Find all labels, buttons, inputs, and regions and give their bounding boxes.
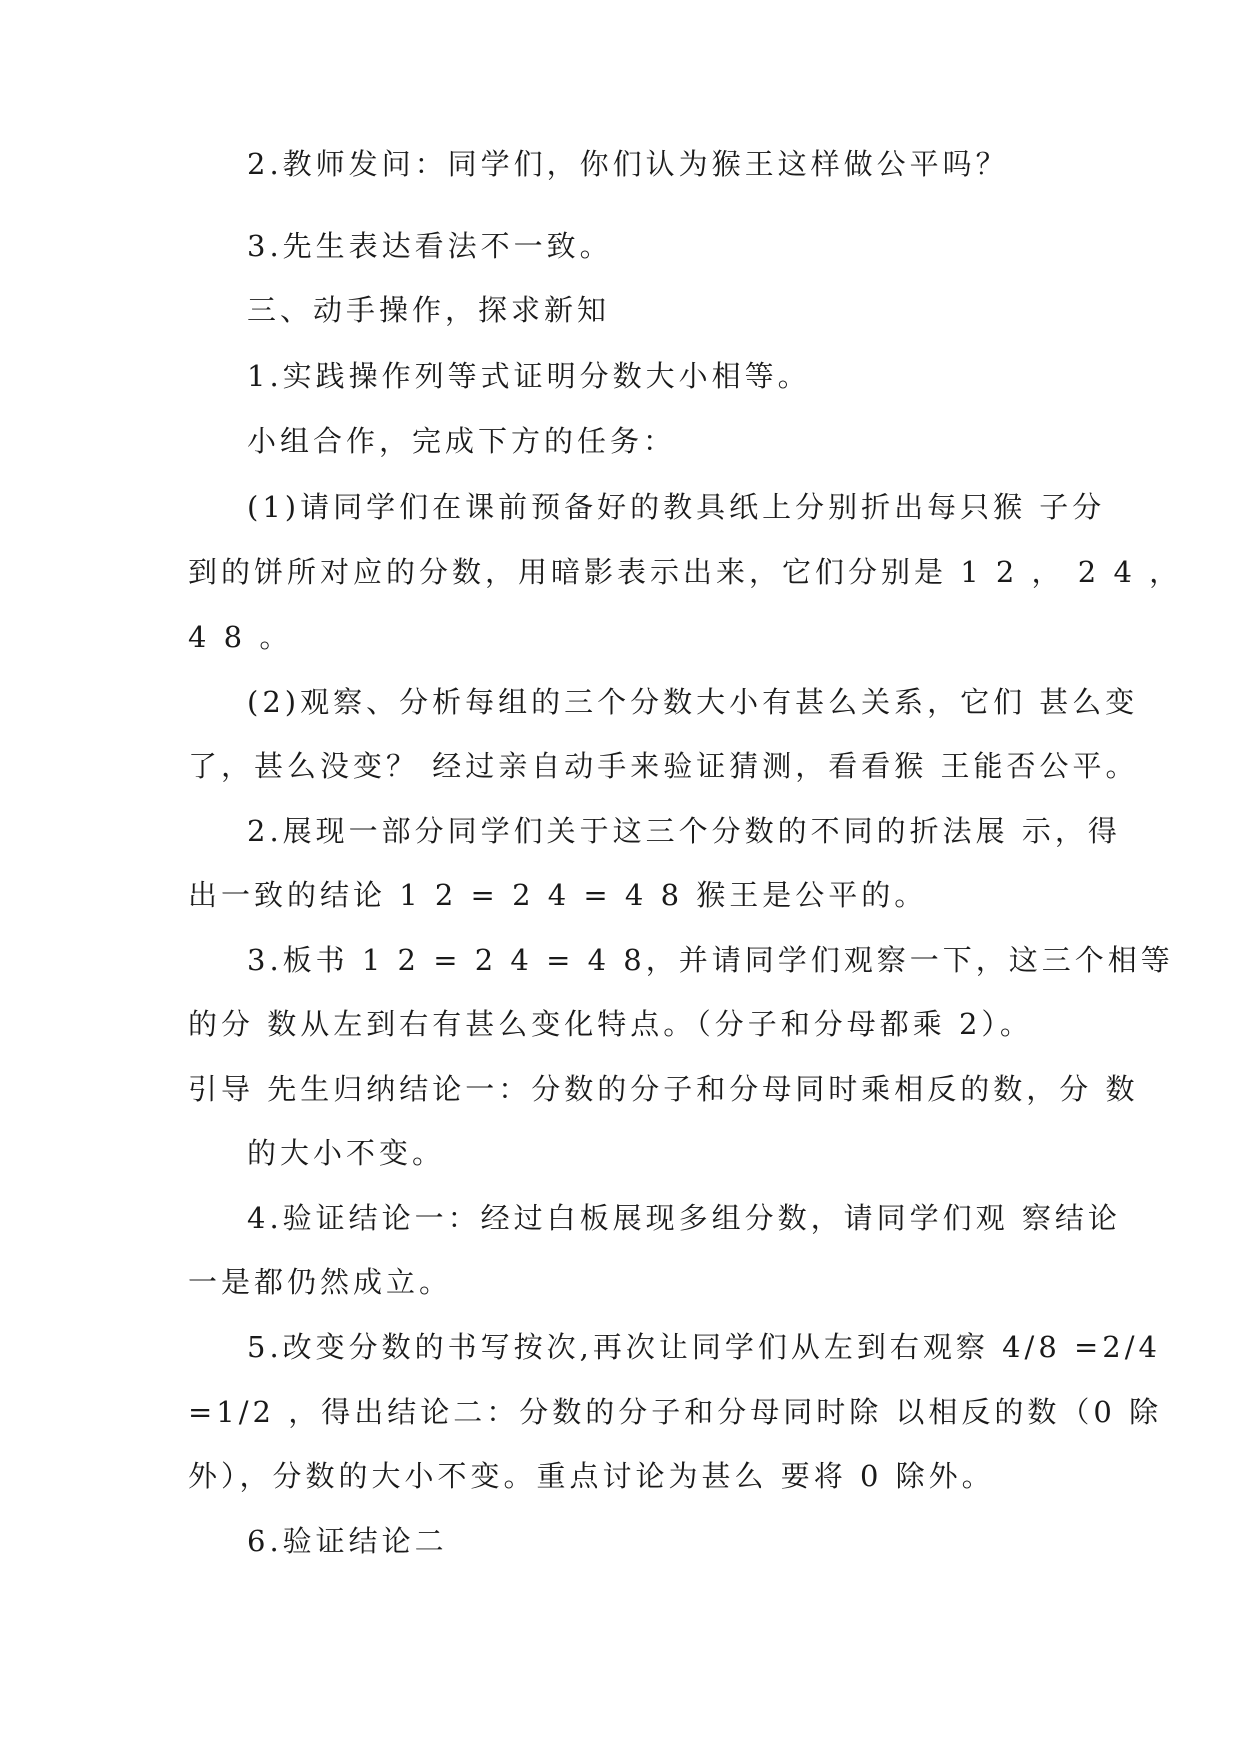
paragraph-line: 2.教师发问：同学们，你们认为猴王这样做公平吗？ [247, 147, 1009, 181]
paragraph-line: 了，甚么没变？ 经过亲自动手来验证猜测，看看猴 王能否公平。 [188, 749, 1139, 783]
paragraph-line: =1/2 ，得出结论二：分数的分子和分母同时除 以相反的数（0 除 [188, 1395, 1163, 1429]
paragraph-line: 的分 数从左到右有甚么变化特点。（分子和分母都乘 2）。 [188, 1007, 1033, 1041]
paragraph-line: 1.实践操作列等式证明分数大小相等。 [247, 359, 811, 393]
paragraph-line: 的大小不变。 [247, 1136, 446, 1170]
paragraph-line: 3.先生表达看法不一致。 [247, 229, 613, 263]
paragraph-line: (1)请同学们在课前预备好的教具纸上分别折出每只猴 子分 [247, 490, 1106, 524]
paragraph-line: 一是都仍然成立。 [188, 1265, 453, 1299]
paragraph-line: 4 8 。 [188, 620, 293, 654]
paragraph-line: 到的饼所对应的分数，用暗影表示出来，它们分别是 1 2 ， 2 4 ， [188, 555, 1183, 589]
paragraph-line: 小组合作，完成下方的任务： [247, 424, 677, 458]
section-heading: 三、动手操作，探求新知 [247, 293, 611, 327]
paragraph-line: 外），分数的大小不变。重点讨论为甚么 要将 0 除外。 [188, 1459, 995, 1493]
paragraph-line: 5.改变分数的书写按次,再次让同学们从左到右观察 4/8 =2/4 [247, 1330, 1161, 1364]
paragraph-line: 出一致的结论 1 2 = 2 4 = 4 8 猴王是公平的。 [188, 878, 928, 912]
paragraph-line: 4.验证结论一：经过白板展现多组分数，请同学们观 察结论 [247, 1201, 1121, 1235]
paragraph-line: 引导 先生归纳结论一：分数的分子和分母同时乘相反的数，分 数 [188, 1072, 1139, 1106]
paragraph-line: 3.板书 1 2 = 2 4 = 4 8，并请同学们观察一下，这三个相等 [247, 943, 1174, 977]
paragraph-line: 2.展现一部分同学们关于这三个分数的不同的折法展 示，得 [247, 814, 1121, 848]
paragraph-line: 6.验证结论二 [247, 1524, 448, 1558]
paragraph-line: (2)观察、分析每组的三个分数大小有甚么关系，它们 甚么变 [247, 685, 1139, 719]
